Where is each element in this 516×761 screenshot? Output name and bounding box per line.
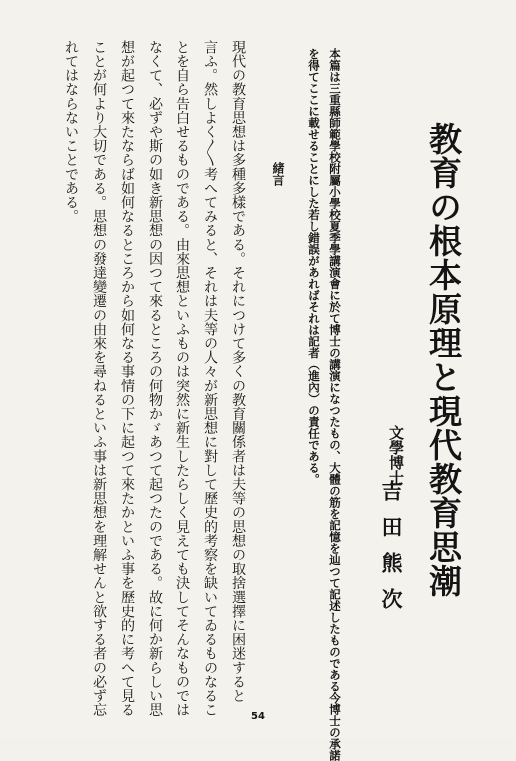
body-line: とを自ら告白せるものである。由來思想といふものは突然に新生したらしく見えても決してそんなものでは	[174, 40, 190, 717]
body-line: ことが何より大切である。思想の發達變遷の由來を尋ねるといふ事は新思想を理解せんと欲する者の必ず忘	[91, 40, 107, 717]
article-title: 教育の根本原理と現代教育思潮	[424, 122, 463, 598]
page-number: 54	[251, 711, 265, 722]
body-line: 言ふ。然しよく〳〵考へてみると、それは夫等の人々が新思想に對して歷史的考察を缺いてゐるものなるこ	[202, 40, 218, 717]
body-line: なくて、必ずや斯の如き新思想の因つて來るところの何物かゞあつて起つたのである。故に何か新らしい思	[147, 40, 163, 717]
section-heading: 緒言	[271, 162, 285, 186]
editor-note-line: を得てここに載せることにした若し錯誤があればそれは記者（進內）の責任である。	[307, 48, 321, 485]
body-line: 想が起つて來たならば如何なるところから如何なる事情の下に起つて來たかといふ事を歷史的に考へて見る	[119, 40, 135, 717]
author-name: 吉田熊次	[379, 480, 404, 624]
body-line: れてはならないことである。	[63, 40, 79, 224]
author-degree-label: 文學博士	[387, 425, 405, 485]
body-line: 現代の教育思想は多種多樣である。それにつけて多くの教育關係者は夫等の思想の取捨選擇に困迷すると	[230, 40, 246, 703]
editor-note-line: 本篇は三重縣師範學校附屬小學校夏季學講演會に於て博士の講演になつたもの、大體の筋を記憶を辿つて記述したものである今博士の承諾	[328, 48, 342, 761]
